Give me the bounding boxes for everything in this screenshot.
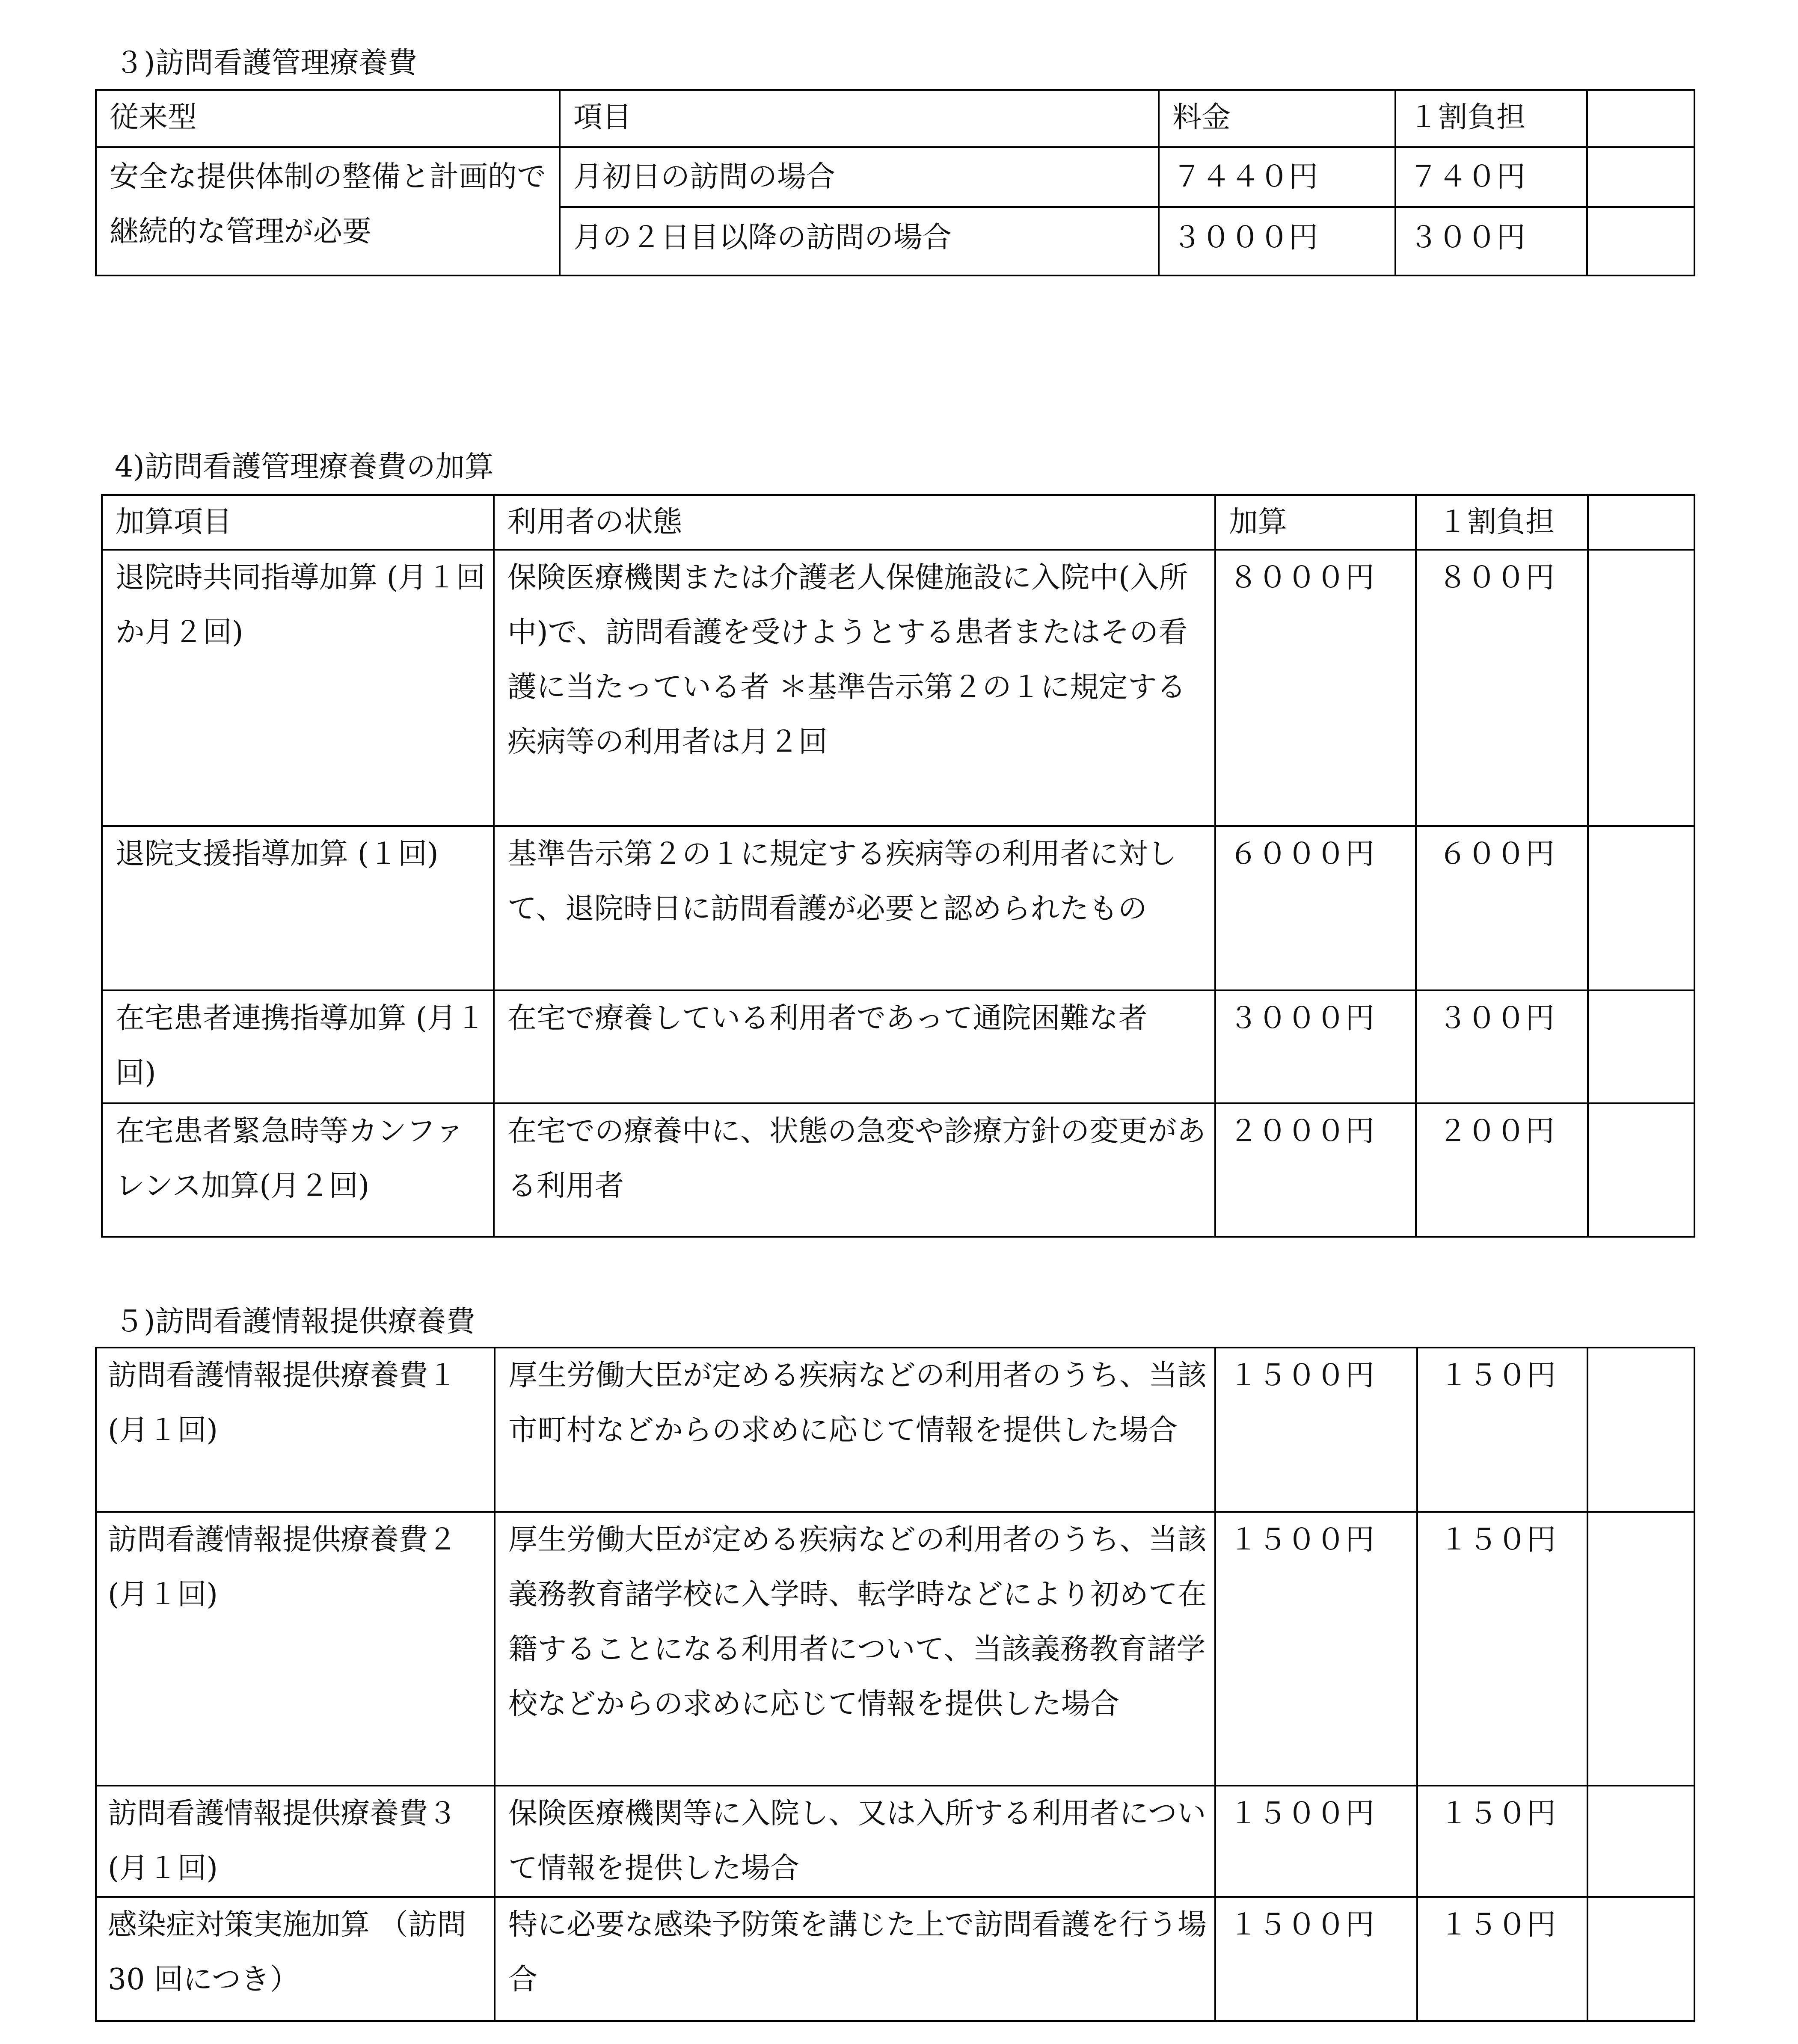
amount-cell: ６０００円 bbox=[1215, 826, 1416, 990]
table-row bbox=[102, 550, 1694, 826]
table-row bbox=[102, 1103, 1694, 1237]
table-header-row bbox=[96, 90, 1694, 147]
amount-cell: ８０００円 bbox=[1215, 550, 1416, 826]
fee-cell: ７４４０円 bbox=[1159, 147, 1395, 207]
copay-cell: ６００円 bbox=[1416, 826, 1588, 990]
table-row bbox=[102, 990, 1694, 1103]
section3-heading: ３)訪問看護管理療養費 bbox=[115, 46, 417, 80]
table-row bbox=[96, 1786, 1694, 1897]
condition-cell: 保険医療機関等に入院し、又は入所する利用者について情報を提供した場合 bbox=[495, 1786, 1215, 1897]
condition-cell: 厚生労働大臣が定める疾病などの利用者のうち、当該市町村などからの求めに応じて情報を提供した場合 bbox=[495, 1348, 1215, 1512]
item-cell: 訪問看護情報提供療養費３ (月１回) bbox=[96, 1786, 495, 1897]
condition-cell: 保険医療機関または介護老人保健施設に入院中(入所中)で、訪問看護を受けようとする患者またはその看護に当たっている者 ＊基準告示第２の１に規定する疾病等の利用者は月２回 bbox=[494, 550, 1215, 826]
copay-cell: １５０円 bbox=[1417, 1348, 1587, 1512]
section4-table bbox=[101, 494, 1695, 1238]
item-cell: 在宅患者連携指導加算 (月１回) bbox=[102, 990, 494, 1103]
amount-cell: １５００円 bbox=[1215, 1897, 1417, 2021]
condition-cell: 在宅での療養中に、状態の急変や診療方針の変更がある利用者 bbox=[494, 1103, 1215, 1237]
copay-cell: １５０円 bbox=[1417, 1786, 1587, 1897]
category-cell: 安全な提供体制の整備と計画的で継続的な管理が必要 bbox=[96, 147, 560, 275]
extra-cell bbox=[1587, 1897, 1694, 2021]
extra-cell bbox=[1588, 550, 1694, 826]
extra-cell bbox=[1587, 1512, 1694, 1786]
extra-cell bbox=[1587, 147, 1694, 207]
section5-heading: ５)訪問看護情報提供療養費 bbox=[115, 1305, 475, 1339]
item-cell: 訪問看護情報提供療養費２ (月１回) bbox=[96, 1512, 495, 1786]
item-cell: 訪問看護情報提供療養費１ (月１回) bbox=[96, 1348, 495, 1512]
condition-cell: 在宅で療養している利用者であって通院困難な者 bbox=[494, 990, 1215, 1103]
condition-cell: 厚生労働大臣が定める疾病などの利用者のうち、当該義務教育諸学校に入学時、転学時などにより初めて在籍することになる利用者について、当該義務教育諸学校などからの求めに応じて情報を提供した場合 bbox=[495, 1512, 1215, 1786]
extra-cell bbox=[1587, 1348, 1694, 1512]
header-cell: 加算項目 bbox=[102, 495, 494, 550]
section4-heading: 4)訪問看護管理療養費の加算 bbox=[115, 450, 494, 484]
item-cell: 退院時共同指導加算 (月１回か月２回) bbox=[102, 550, 494, 826]
copay-cell: ７４０円 bbox=[1395, 147, 1587, 207]
header-cell: 従来型 bbox=[96, 90, 560, 147]
header-cell: １割負担 bbox=[1416, 495, 1588, 550]
table-row bbox=[96, 147, 1694, 207]
table-row bbox=[96, 1897, 1694, 2021]
copay-cell: ２００円 bbox=[1416, 1103, 1588, 1237]
copay-cell: ８００円 bbox=[1416, 550, 1588, 826]
copay-cell: ３００円 bbox=[1416, 990, 1588, 1103]
extra-cell bbox=[1588, 990, 1694, 1103]
extra-cell bbox=[1588, 1103, 1694, 1237]
item-cell: 月初日の訪問の場合 bbox=[560, 147, 1159, 207]
header-cell: 利用者の状態 bbox=[494, 495, 1215, 550]
condition-cell: 特に必要な感染予防策を講じた上で訪問看護を行う場合 bbox=[495, 1897, 1215, 2021]
table-row bbox=[96, 1512, 1694, 1786]
item-cell: 感染症対策実施加算 （訪問 30 回につき） bbox=[96, 1897, 495, 2021]
header-cell bbox=[1587, 90, 1694, 147]
amount-cell: １５００円 bbox=[1215, 1512, 1417, 1786]
table-row bbox=[102, 826, 1694, 990]
condition-cell: 基準告示第２の１に規定する疾病等の利用者に対して、退院時日に訪問看護が必要と認められたもの bbox=[494, 826, 1215, 990]
header-cell: １割負担 bbox=[1395, 90, 1587, 147]
table-row bbox=[96, 1348, 1694, 1512]
item-cell: 在宅患者緊急時等カンファレンス加算(月２回) bbox=[102, 1103, 494, 1237]
extra-cell bbox=[1587, 1786, 1694, 1897]
header-cell: 項目 bbox=[560, 90, 1159, 147]
header-cell bbox=[1588, 495, 1694, 550]
extra-cell bbox=[1587, 207, 1694, 275]
amount-cell: １５００円 bbox=[1215, 1348, 1417, 1512]
amount-cell: １５００円 bbox=[1215, 1786, 1417, 1897]
item-cell: 月の２日目以降の訪問の場合 bbox=[560, 207, 1159, 275]
extra-cell bbox=[1588, 826, 1694, 990]
copay-cell: ３００円 bbox=[1395, 207, 1587, 275]
copay-cell: １５０円 bbox=[1417, 1897, 1587, 2021]
amount-cell: ２０００円 bbox=[1215, 1103, 1416, 1237]
copay-cell: １５０円 bbox=[1417, 1512, 1587, 1786]
amount-cell: ３０００円 bbox=[1215, 990, 1416, 1103]
table-header-row bbox=[102, 495, 1694, 550]
header-cell: 加算 bbox=[1215, 495, 1416, 550]
header-cell: 料金 bbox=[1159, 90, 1395, 147]
section5-table bbox=[95, 1347, 1695, 2022]
fee-cell: ３０００円 bbox=[1159, 207, 1395, 275]
section3-table bbox=[95, 89, 1695, 276]
item-cell: 退院支援指導加算 (１回) bbox=[102, 826, 494, 990]
